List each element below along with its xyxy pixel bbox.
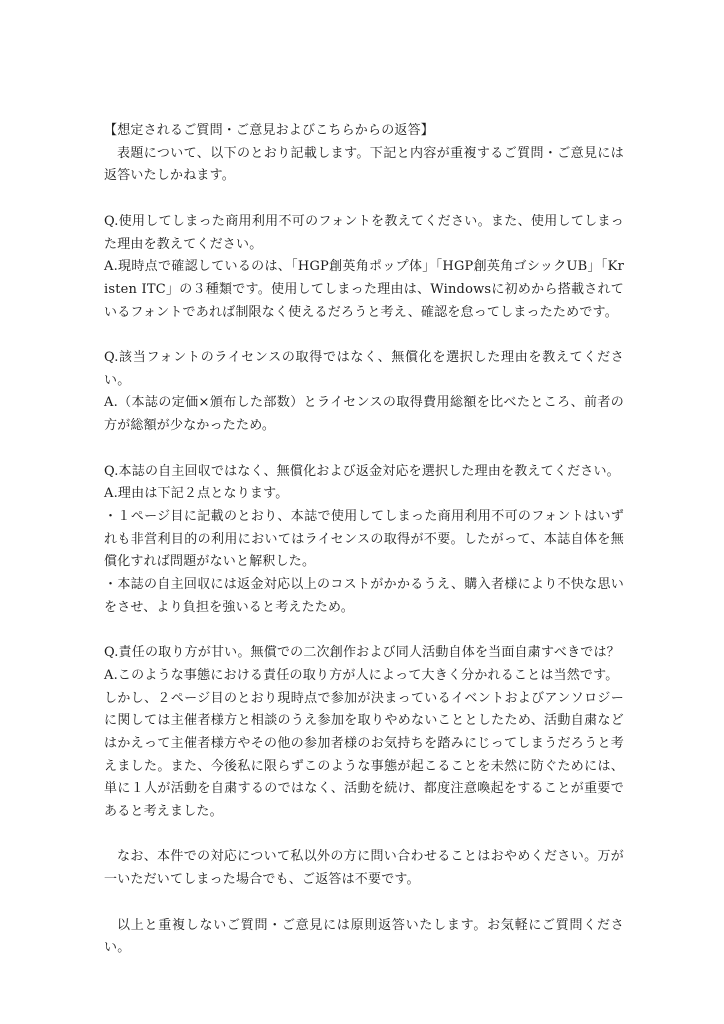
answer-4-line-2: しかし、２ページ目のとおり現時点で参加が決まっているイベントおよびアンソロジーに関しては主催者様方と相談のうえ参加を取りやめないこととしたため、活動自粛などはかえって主催者様方やその他の参加者様のお気持ちを踏みにじってしまうだろうと考えました。また、今後私に限らずこのような事態が起こることを未然に防ぐためには、単に１人が活動を自粛するのではなく、活動を続け、都度注意喚起をすることが重要であると考えました。 [104,690,624,820]
answer-1-line-1: A.現時点で確認しているのは、「HGP創英角ポップ体」「HGP創英角ゴシックUB」「Kristen ITC」の３種類です。使用してしまった理由は、Windowsに初めから搭載されているフォントであれば制限なく使えるだろうと考え、確認を怠ってしまったためです。 [104,259,624,320]
spacer [104,188,624,211]
answer-3-line-1: A.理由は下記２点となります。 [104,486,289,502]
question-1: Q.使用してしまった商用利用不可のフォントを教えてください。また、使用してしまった理由を教えてください。 [104,213,624,252]
qa-item-3 [104,461,624,620]
document-body [104,120,624,960]
answer-2-line-1: A.（本誌の定価×頒布した部数）とライセンスの取得費用総額を比べたところ、前者の方が総額が少なかったため。 [104,395,624,434]
spacer [104,824,624,847]
answer-3-bullet-1: ・１ページ目に記載のとおり、本誌で使用してしまった商用利用不可のフォントはいずれも非営利目的の利用においてはライセンスの取得が不要。したがって、本誌自体を無償化すれば問題がないと解釈した。 [104,508,624,570]
intro-paragraph: 表題について、以下のとおり記載します。下記と内容が重複するご質問・ご意見には返答いたしかねます。 [104,145,624,184]
spacer [104,619,624,642]
spacer [104,892,624,915]
section-heading: 【想定されるご質問・ご意見およびこちらからの返答】 [104,123,435,138]
question-2: Q.該当フォントのライセンスの取得ではなく、無償化を選択した理由を教えてください。 [104,350,624,388]
qa-item-2 [104,347,624,438]
spacer [104,438,624,461]
answer-4-line-1: A.このような事態における責任の取り方が人によって大きく分かれることは当然です。 [104,667,619,683]
closing-paragraph: 以上と重複しないご質問・ご意見には原則返答いたします。お気軽にご質問ください。 [104,917,624,956]
qa-item-4 [104,642,624,824]
qa-item-1 [104,211,624,325]
question-3: Q.本誌の自主回収ではなく、無償化および返金対応を選択した理由を教えてください。 [104,463,620,479]
notice-paragraph: なお、本件での対応について私以外の方に問い合わせることはおやめください。万が一いただいてしまった場合でも、ご返答は不要です。 [104,849,624,888]
answer-3-bullet-2: ・本誌の自主回収には返金対応以上のコストがかかるうえ、購入者様により不快な思いをさせ、より負担を強いると考えたため。 [104,577,624,615]
spacer [104,324,624,347]
question-4: Q.責任の取り方が甘い。無償での二次創作および同人活動自体を当面自粛すべきでは？ [104,645,620,661]
